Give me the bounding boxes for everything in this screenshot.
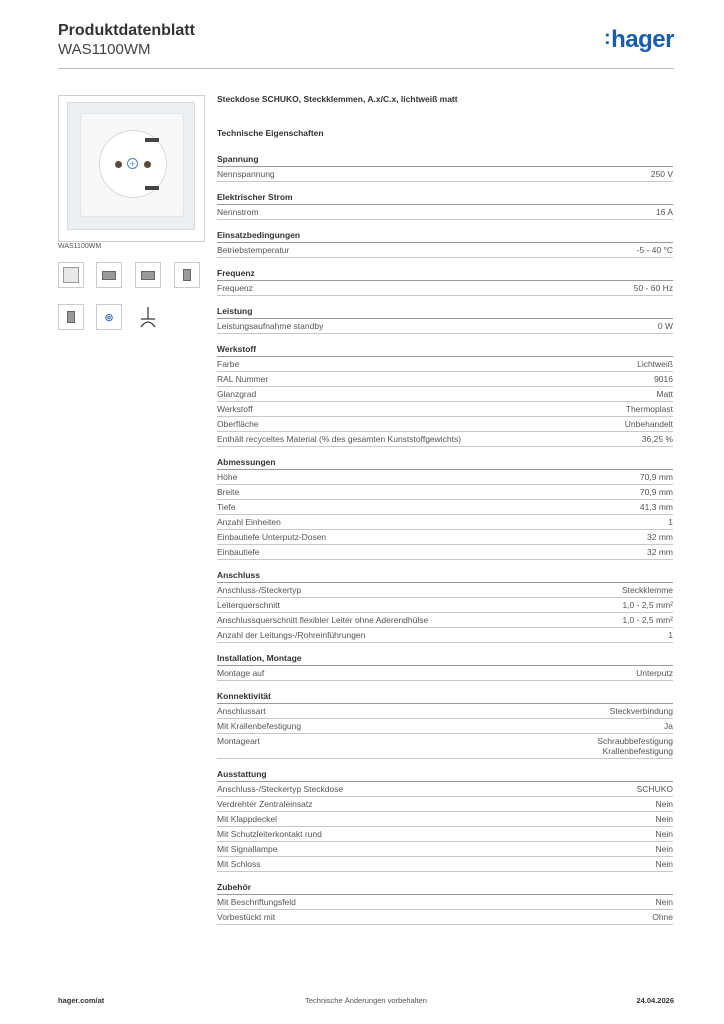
spec-label: Anschlussquerschnitt flexibler Leiter ohne Aderendhülse [217,615,429,625]
spec-sections [217,154,673,925]
spec-value: Schraubbefestigung Krallenbefestigung [597,736,673,756]
spec-row [217,402,673,417]
spec-label: Mit Schloss [217,859,261,869]
spec-value: 32 mm [647,547,673,557]
spec-label: Enthält recyceltes Material (% des gesamten Kunststoffgewichts) [217,434,462,444]
thumbnail-connector-icon-2[interactable] [135,262,161,288]
section-title: Werkstoff [217,344,673,357]
spec-value: Nein [655,897,673,907]
spec-row [217,470,673,485]
logo-text: hager [611,26,674,53]
footer-notice: Technische Änderungen vorbehalten [305,996,427,1005]
spec-label: Einbautiefe [217,547,260,557]
section-title: Abmessungen [217,457,673,470]
spec-value: Nein [655,799,673,809]
spec-label: Leistungsaufnahme standby [217,321,324,331]
spec-value: Nein [655,859,673,869]
spec-value: 50 - 60 Hz [633,283,673,293]
hager-logo: :hager [603,26,674,53]
socket-cover [80,113,184,217]
spec-value: 36,25 % [641,434,673,444]
spec-value: Nein [655,844,673,854]
spec-label: Nennstrom [217,207,259,217]
section-title: Ausstattung [217,769,673,782]
spec-label: Betriebstemperatur [217,245,290,255]
spec-value: Ohne [652,912,673,922]
spec-section [217,344,673,447]
spec-label: Montageart [217,736,260,746]
spec-value: Unbehandelt [624,419,673,429]
spec-value: Steckverbindung [609,706,673,716]
thumbnail-wiring-symbol-icon[interactable] [135,304,161,330]
spec-label: Frequenz [217,283,253,293]
section-title: Konnektivität [217,691,673,704]
spec-row [217,782,673,797]
document-title: Produktdatenblatt [58,22,195,39]
spec-label: Mit Signallampe [217,844,278,854]
spec-section [217,457,673,560]
spec-section [217,154,673,182]
spec-row [217,827,673,842]
spec-label: Mit Krallenbefestigung [217,721,302,731]
technical-properties-title: Technische Eigenschaften [217,128,324,138]
spec-row [217,613,673,628]
spec-value: 9016 [654,374,673,384]
socket-frame [67,102,195,230]
spec-value: Matt [656,389,673,399]
spec-value: Ja [664,721,673,731]
spec-value: 32 mm [647,532,673,542]
spec-row [217,485,673,500]
spec-row [217,598,673,613]
spec-row [217,857,673,872]
spec-value: 1,0 - 2,5 mm² [622,615,673,625]
spec-label: Oberfläche [217,419,259,429]
section-title: Elektrischer Strom [217,192,673,205]
spec-row [217,372,673,387]
spec-value: Lichtweiß [637,359,673,369]
spec-value: 1,0 - 2,5 mm² [622,600,673,610]
spec-label: Mit Schutzleiterkontakt rund [217,829,322,839]
spec-value: Thermoplast [625,404,673,414]
spec-section [217,192,673,220]
spec-row [217,842,673,857]
spec-label: Einbautiefe Unterputz-Dosen [217,532,327,542]
spec-value: 41,3 mm [639,502,673,512]
spec-row [217,628,673,643]
spec-row [217,812,673,827]
spec-value: Steckklemme [621,585,673,595]
thumbnail-terminal-icon[interactable] [174,262,200,288]
spec-row [217,734,673,759]
spec-section [217,691,673,759]
spec-label: Anschluss-/Steckertyp [217,585,302,595]
spec-row [217,417,673,432]
spec-label: Anschluss-/Steckertyp Steckdose [217,784,344,794]
spec-value: Unterputz [636,668,673,678]
spec-label: Mit Beschriftungsfeld [217,897,296,907]
product-description: Steckdose SCHUKO, Steckklemmen, A.x/C.x, lichtweiß matt [217,94,458,104]
spec-value: 70,9 mm [639,487,673,497]
thumbnail-certification-icon[interactable]: ◎ [96,304,122,330]
spec-label: Tiefe [217,502,236,512]
spec-row [217,545,673,560]
spec-section [217,653,673,681]
spec-label: Glanzgrad [217,389,257,399]
spec-label: Vorbestückt mit [217,912,276,922]
spec-row [217,583,673,598]
spec-row [217,719,673,734]
spec-value: 16 A [655,207,673,217]
spec-section [217,268,673,296]
socket-pin-left [115,161,122,168]
spec-value: 0 W [657,321,673,331]
spec-section [217,230,673,258]
spec-row [217,319,673,334]
section-title: Zubehör [217,882,673,895]
thumbnail-terminal-icon-2[interactable] [58,304,84,330]
spec-section [217,570,673,643]
socket-insert [99,130,167,198]
spec-value: 1 [668,630,673,640]
spec-row [217,704,673,719]
spec-row [217,357,673,372]
article-number: WAS1100WM [58,41,151,58]
spec-row [217,515,673,530]
image-caption: WAS1100WM [58,243,102,250]
section-title: Einsatzbedingungen [217,230,673,243]
spec-label: Anzahl Einheiten [217,517,281,527]
footer-date: 24.04.2026 [636,996,674,1005]
spec-row [217,500,673,515]
socket-pin-right [144,161,151,168]
spec-label: Werkstoff [217,404,253,414]
section-title: Leistung [217,306,673,319]
section-title: Anschluss [217,570,673,583]
spec-label: Farbe [217,359,240,369]
screw-icon: + [127,158,138,169]
spec-row [217,243,673,258]
section-title: Spannung [217,154,673,167]
spec-row [217,895,673,910]
spec-value: 70,9 mm [639,472,673,482]
spec-row [217,167,673,182]
spec-value: Nein [655,814,673,824]
section-title: Frequenz [217,268,673,281]
thumbnail-schematic-icon[interactable] [58,262,84,288]
spec-content [217,94,673,935]
spec-value: 1 [668,517,673,527]
spec-label: RAL Nummer [217,374,269,384]
product-image [58,95,205,242]
spec-row [217,530,673,545]
spec-row [217,910,673,925]
spec-label: Mit Klappdeckel [217,814,278,824]
spec-label: Breite [217,487,240,497]
spec-row [217,281,673,296]
spec-label: Anzahl der Leitungs-/Rohreinführungen [217,630,366,640]
section-title: Installation, Montage [217,653,673,666]
spec-label: Montage auf [217,668,265,678]
spec-label: Nennspannung [217,169,275,179]
spec-row [217,666,673,681]
spec-section [217,882,673,925]
earth-clip-bottom [145,186,159,190]
spec-value: -5 - 40 °C [636,245,673,255]
spec-label: Anschlussart [217,706,266,716]
spec-value: Nein [655,829,673,839]
spec-label: Verdrehter Zentraleinsatz [217,799,313,809]
earth-clip-top [145,138,159,142]
spec-section [217,306,673,334]
spec-label: Höhe [217,472,238,482]
page-header [58,20,674,69]
spec-value: SCHUKO [636,784,673,794]
thumbnail-connector-icon[interactable] [96,262,122,288]
spec-row [217,432,673,447]
spec-row [217,387,673,402]
spec-label: Leiterquerschnitt [217,600,280,610]
spec-section [217,769,673,872]
footer-website[interactable]: hager.com/at [58,996,105,1005]
spec-row [217,797,673,812]
spec-row [217,205,673,220]
spec-value: 250 V [650,169,673,179]
